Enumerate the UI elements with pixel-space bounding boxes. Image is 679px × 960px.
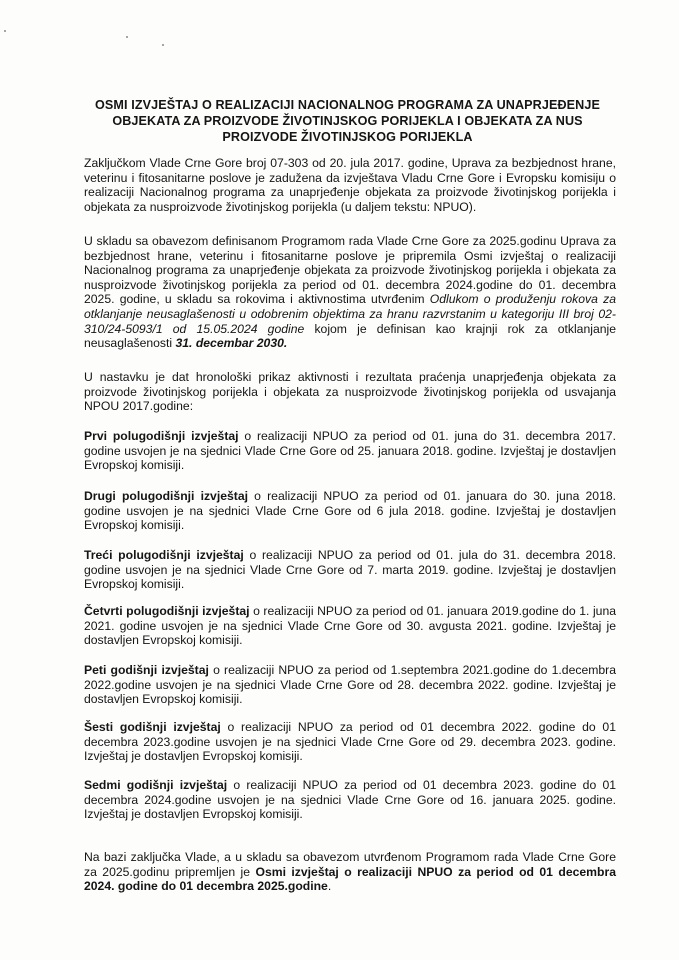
report-text: o realizaciji NPUO za period od 01. januara do 30. juna 2018. godine usvojen je na sjednici Vlade Crne Gore od 6 jula 2018. godine. Izvještaj je dostavljen Evropskoj komisiji. [84, 489, 617, 533]
report-entry [84, 720, 616, 764]
title-line: OSMI IZVJEŠTAJ O REALIZACIJI NACIONALNOG PROGRAMA ZA UNAPRJEĐENJE [95, 98, 600, 112]
report-text: o realizaciji NPUO za period od 01 decembra 2023. godine do 01 decembra 2024.godine usvojen je na sjednici Vlade Crne Gore od 16. januara 2025. godine. Izvještaj je dostavljen Evropskoj komisiji. [84, 778, 617, 822]
report-text: o realizaciji NPUO za period od 01. juna do 31. decembra 2017. godine usvojen je na sjednici Vlade Crne Gore od 25. januara 2018. godine. Izvještaj je dostavljen Evropskoj komisiji. [84, 429, 616, 473]
closing-text-end: . [327, 879, 332, 894]
report-name: Šesti godišnji izvještaj [84, 720, 221, 734]
scan-speck [162, 44, 164, 46]
title-line: PROIZVODE ŽIVOTINJSKOG PORIJEKLA [222, 130, 473, 144]
deadline-date: 31. decembar 2030. [175, 336, 288, 351]
report-entry [84, 663, 616, 707]
report-name: Četvrti polugodišnji izvještaj [84, 604, 250, 618]
intro-paragraph: Zaključkom Vlade Crne Gore broj 07-303 od 20. jula 2017. godine, Uprava za bezbjednost hrane, veterinu i fitosanitarne poslove je zadužena da izvještava Vladu Crne Gore i Evropsku komisiju o realizaciji Nacionalnog programa za unaprjeđenje objekata za proizvode životinjskog porijekla i objekata za nusproizvode životinjskog porijekla (u daljem tekstu: NPUO). [84, 156, 616, 214]
program-text-start: U skladu sa obavezom definisanom Programom rada Vlade Crne Gore za 2025.godinu Uprava za bezbjednost hrane, veterinu i fitosanitarne poslove je pripremila Osmi izvještaj o realizaciji Nacionalnog programa za unaprjeđenje objekata za proizvode životinjskog porijekla i objekata za nusproizvode životinjskog porijekla za period od 01. decembra 2024.godine do 01. decembra 2025. godine, u skladu sa rokovima i aktivnostima utvrđenim [84, 234, 616, 307]
report-entry [84, 548, 616, 592]
closing-text-start: Na bazi zaključka Vlade, a u skladu sa obavezom utvrđenom Programom rada Vlade Crne Gore za 2025.godinu pripremljen je [84, 850, 616, 879]
report-name: Drugi polugodišnji izvještaj [84, 489, 249, 503]
program-paragraph [84, 234, 616, 351]
report-name: Peti godišnji izvještaj [84, 663, 209, 677]
report-entry [84, 429, 616, 473]
decision-reference: Odlukom o produženju rokova za otklanjanje neusaglašenosti u odobrenim objektima za hranu razvrstanim u kategoriju III broj 02-310/24-5093/1 od 15.05.2024 godine [84, 292, 616, 336]
report-entry [84, 604, 616, 648]
report-text: o realizaciji NPUO za period od 01. januara 2019.godine do 1. juna 2021. godine usvojen je na sjednici Vlade Crne Gore od 30. avgusta 2021. godine. Izvještaj je dostavljen Evropskoj komisiji. [84, 604, 616, 648]
report-name: Sedmi godišnji izvještaj [84, 778, 228, 792]
chronology-intro: U nastavku je dat hronološki prikaz aktivnosti i rezultata praćenja unaprjeđenja objekata za proizvode životinjskog porijekla i objekata za nusproizvode životinjskog porijekla od usvajanja NPOU 2017.godine: [84, 370, 616, 414]
report-text: o realizaciji NPUO za period od 01 decembra 2022. godine do 01 decembra 2023.godine usvojen je na sjednici Vlade Crne Gore od 29. decembra 2023. godine. Izvještaj je dostavljen Evropskoj komisiji. [84, 720, 616, 764]
scan-speck [4, 30, 6, 32]
closing-report-title: Osmi izvještaj o realizaciji NPUO za period od 01 decembra 2024. godine do 01 decembra 2025.godine [84, 864, 616, 894]
closing-paragraph [84, 850, 616, 894]
report-text: o realizaciji NPUO za period od 1.septembra 2021.godine do 1.decembra 2022.godine usvojen je na sjednici Vlade Crne Gore od 28. decembra 2022. godine. Izvještaj je dostavljen Evropskoj komisiji. [84, 663, 616, 707]
report-text: o realizaciji NPUO za period od 01. jula do 31. decembra 2018. godine usvojen je na sjednici Vlade Crne Gore od 7. marta 2019. godine. Izvještaj je dostavljen Evropskoj komisiji. [84, 548, 616, 592]
report-entry [84, 778, 616, 822]
scan-speck [126, 36, 128, 38]
report-name: Treći polugodišnji izvještaj [84, 548, 244, 562]
program-text-mid: kojom je definisan kao krajnji rok za otklanjanje neusaglašenosti [84, 321, 616, 351]
report-name: Prvi polugodišnji izvještaj [84, 429, 239, 443]
document-title [70, 97, 625, 145]
title-line: OBJEKATA ZA PROIZVODE ŽIVOTINJSKOG PORIJEKLA I OBJEKATA ZA NUS [112, 114, 583, 128]
report-entry [84, 489, 616, 533]
